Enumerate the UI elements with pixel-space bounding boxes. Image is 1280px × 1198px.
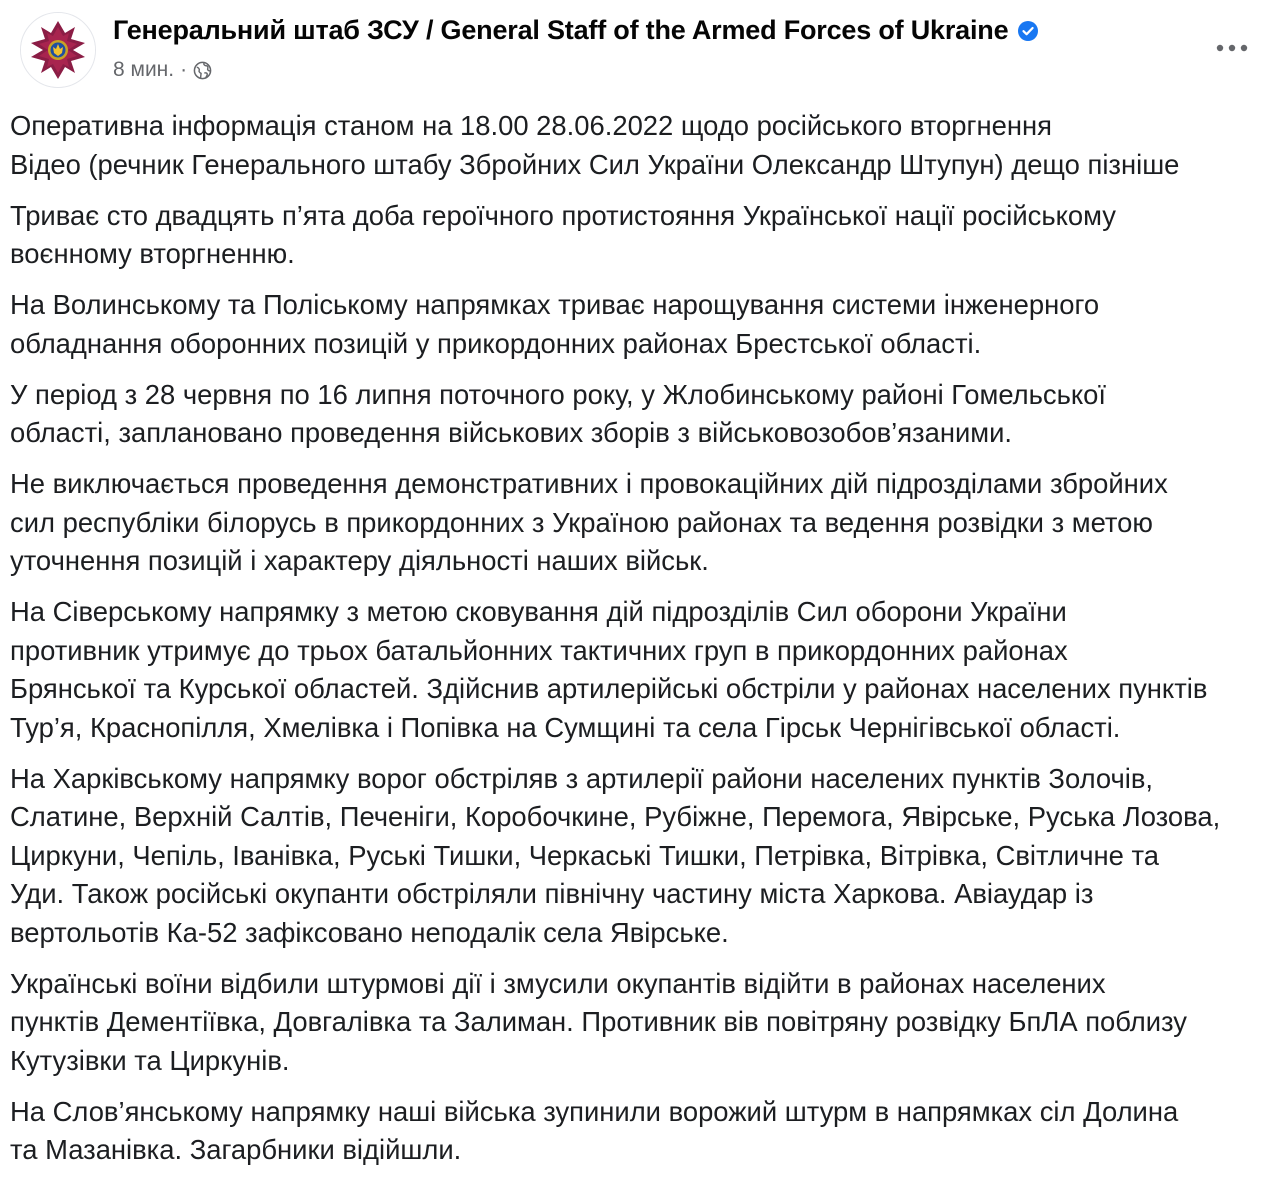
post-text-line: Не виключається проведення демонстративних і провокаційних дій підрозділами збройних — [10, 468, 1168, 499]
post-paragraph — [10, 107, 1272, 184]
post-meta — [113, 58, 212, 82]
post-text-line: противник утримує до трьох батальйонних тактичних груп в прикордонних районах — [10, 634, 1068, 666]
verified-badge-icon — [1017, 20, 1039, 42]
post-body — [10, 107, 1272, 1170]
post-text-line: Оперативна інформація станом на 18.00 28.06.2022 щодо російського вторгнення — [10, 110, 1052, 141]
post-text-line: вертольотів Ка-52 зафіксовано неподалік села Явірське. — [10, 916, 729, 948]
post-text-line: сил республіки білорусь в прикордонних з Україною районах та ведення розвідки з метою — [10, 506, 1153, 538]
post-text-line: Уди. Також російські окупанти обстріляли північну частину міста Харкова. Авіаудар із — [10, 878, 1094, 909]
armed-forces-emblem-icon — [21, 13, 95, 87]
post-text-line: Брянської та Курської областей. Здійснив артилерійські обстріли у районах населених пунктів — [10, 673, 1208, 704]
post-text-line: Слатине, Верхній Салтів, Печеніги, Коробочкине, Рубіжне, Перемога, Явірське, Руська Лозова, — [10, 801, 1221, 832]
post-text-line: Тур’я, Краснопілля, Хмелівка і Попівка на Сумщині та села Гірськ Чернігівської області. — [10, 711, 1121, 743]
globe-icon[interactable] — [193, 61, 212, 80]
post-text-line: обладнання оборонних позицій у прикордонних районах Брестської області. — [10, 327, 982, 359]
post-text-line: На Волинському та Поліському напрямках триває нарощування системи інженерного — [10, 289, 1100, 320]
post-text-line: області, заплановано проведення військових зборів з військовозобов’язаними. — [10, 417, 1013, 448]
post-text-line: На Слов’янському напрямку наші війська зупинили ворожий штурм в напрямках сіл Долина — [10, 1095, 1179, 1127]
post-paragraph — [10, 593, 1272, 747]
post-text-line: На Сіверському напрямку з метою сковування дій підрозділів Сил оборони України — [10, 596, 1067, 627]
post-paragraph — [10, 197, 1272, 274]
post-text-line: та Мазанівка. Загарбники відійшли. — [10, 1134, 462, 1165]
author-line — [113, 15, 1039, 46]
post-text-line: уточнення позицій і характеру діяльності наших військ. — [10, 545, 709, 576]
page-avatar[interactable] — [20, 12, 96, 88]
meta-separator: · — [180, 58, 188, 81]
post-text-line: воєнному вторгненню. — [10, 238, 295, 269]
post-timestamp-link[interactable]: 8 мин. — [113, 58, 175, 81]
post-text-line: Кутузівки та Циркунів. — [10, 1044, 290, 1076]
post-paragraph — [10, 965, 1272, 1081]
post-text-line: Українські воїни відбили штурмові дії і змусили окупантів відійти в районах населених — [10, 967, 1106, 999]
more-options-icon — [1214, 43, 1250, 53]
post-paragraph — [10, 376, 1272, 453]
more-options-button[interactable] — [1210, 26, 1254, 70]
post-paragraph — [10, 286, 1272, 363]
post-paragraph — [10, 760, 1272, 953]
post-text-line: На Харківському напрямку ворог обстріляв з артилерії райони населених пунктів Золочів, — [10, 762, 1154, 794]
post-paragraph — [10, 1093, 1272, 1170]
post-paragraph — [10, 465, 1272, 581]
post-text-line: У період з 28 червня по 16 липня поточного року, у Жлобинському районі Гомельської — [10, 378, 1107, 410]
post-text-line: пунктів Дементіївка, Довгалівка та Залиман. Противник вів повітряну розвідку БпЛА поблизу — [10, 1006, 1187, 1037]
author-name-link[interactable]: Генеральний штаб ЗСУ / General Staff of the Armed Forces of Ukraine — [113, 15, 1009, 45]
post-header — [10, 0, 1280, 100]
post-text-line: Триває сто двадцять п’ята доба героїчного протистояння Української нації російському — [10, 199, 1116, 231]
post-text-line: Відео (речник Генерального штабу Збройних Сил України Олександр Штупун) дещо пізніше — [10, 148, 1180, 180]
post-text-line: Циркуни, Чепіль, Іванівка, Руські Тишки, Черкаські Тишки, Петрівка, Вітрівка, Світличне та — [10, 839, 1159, 871]
